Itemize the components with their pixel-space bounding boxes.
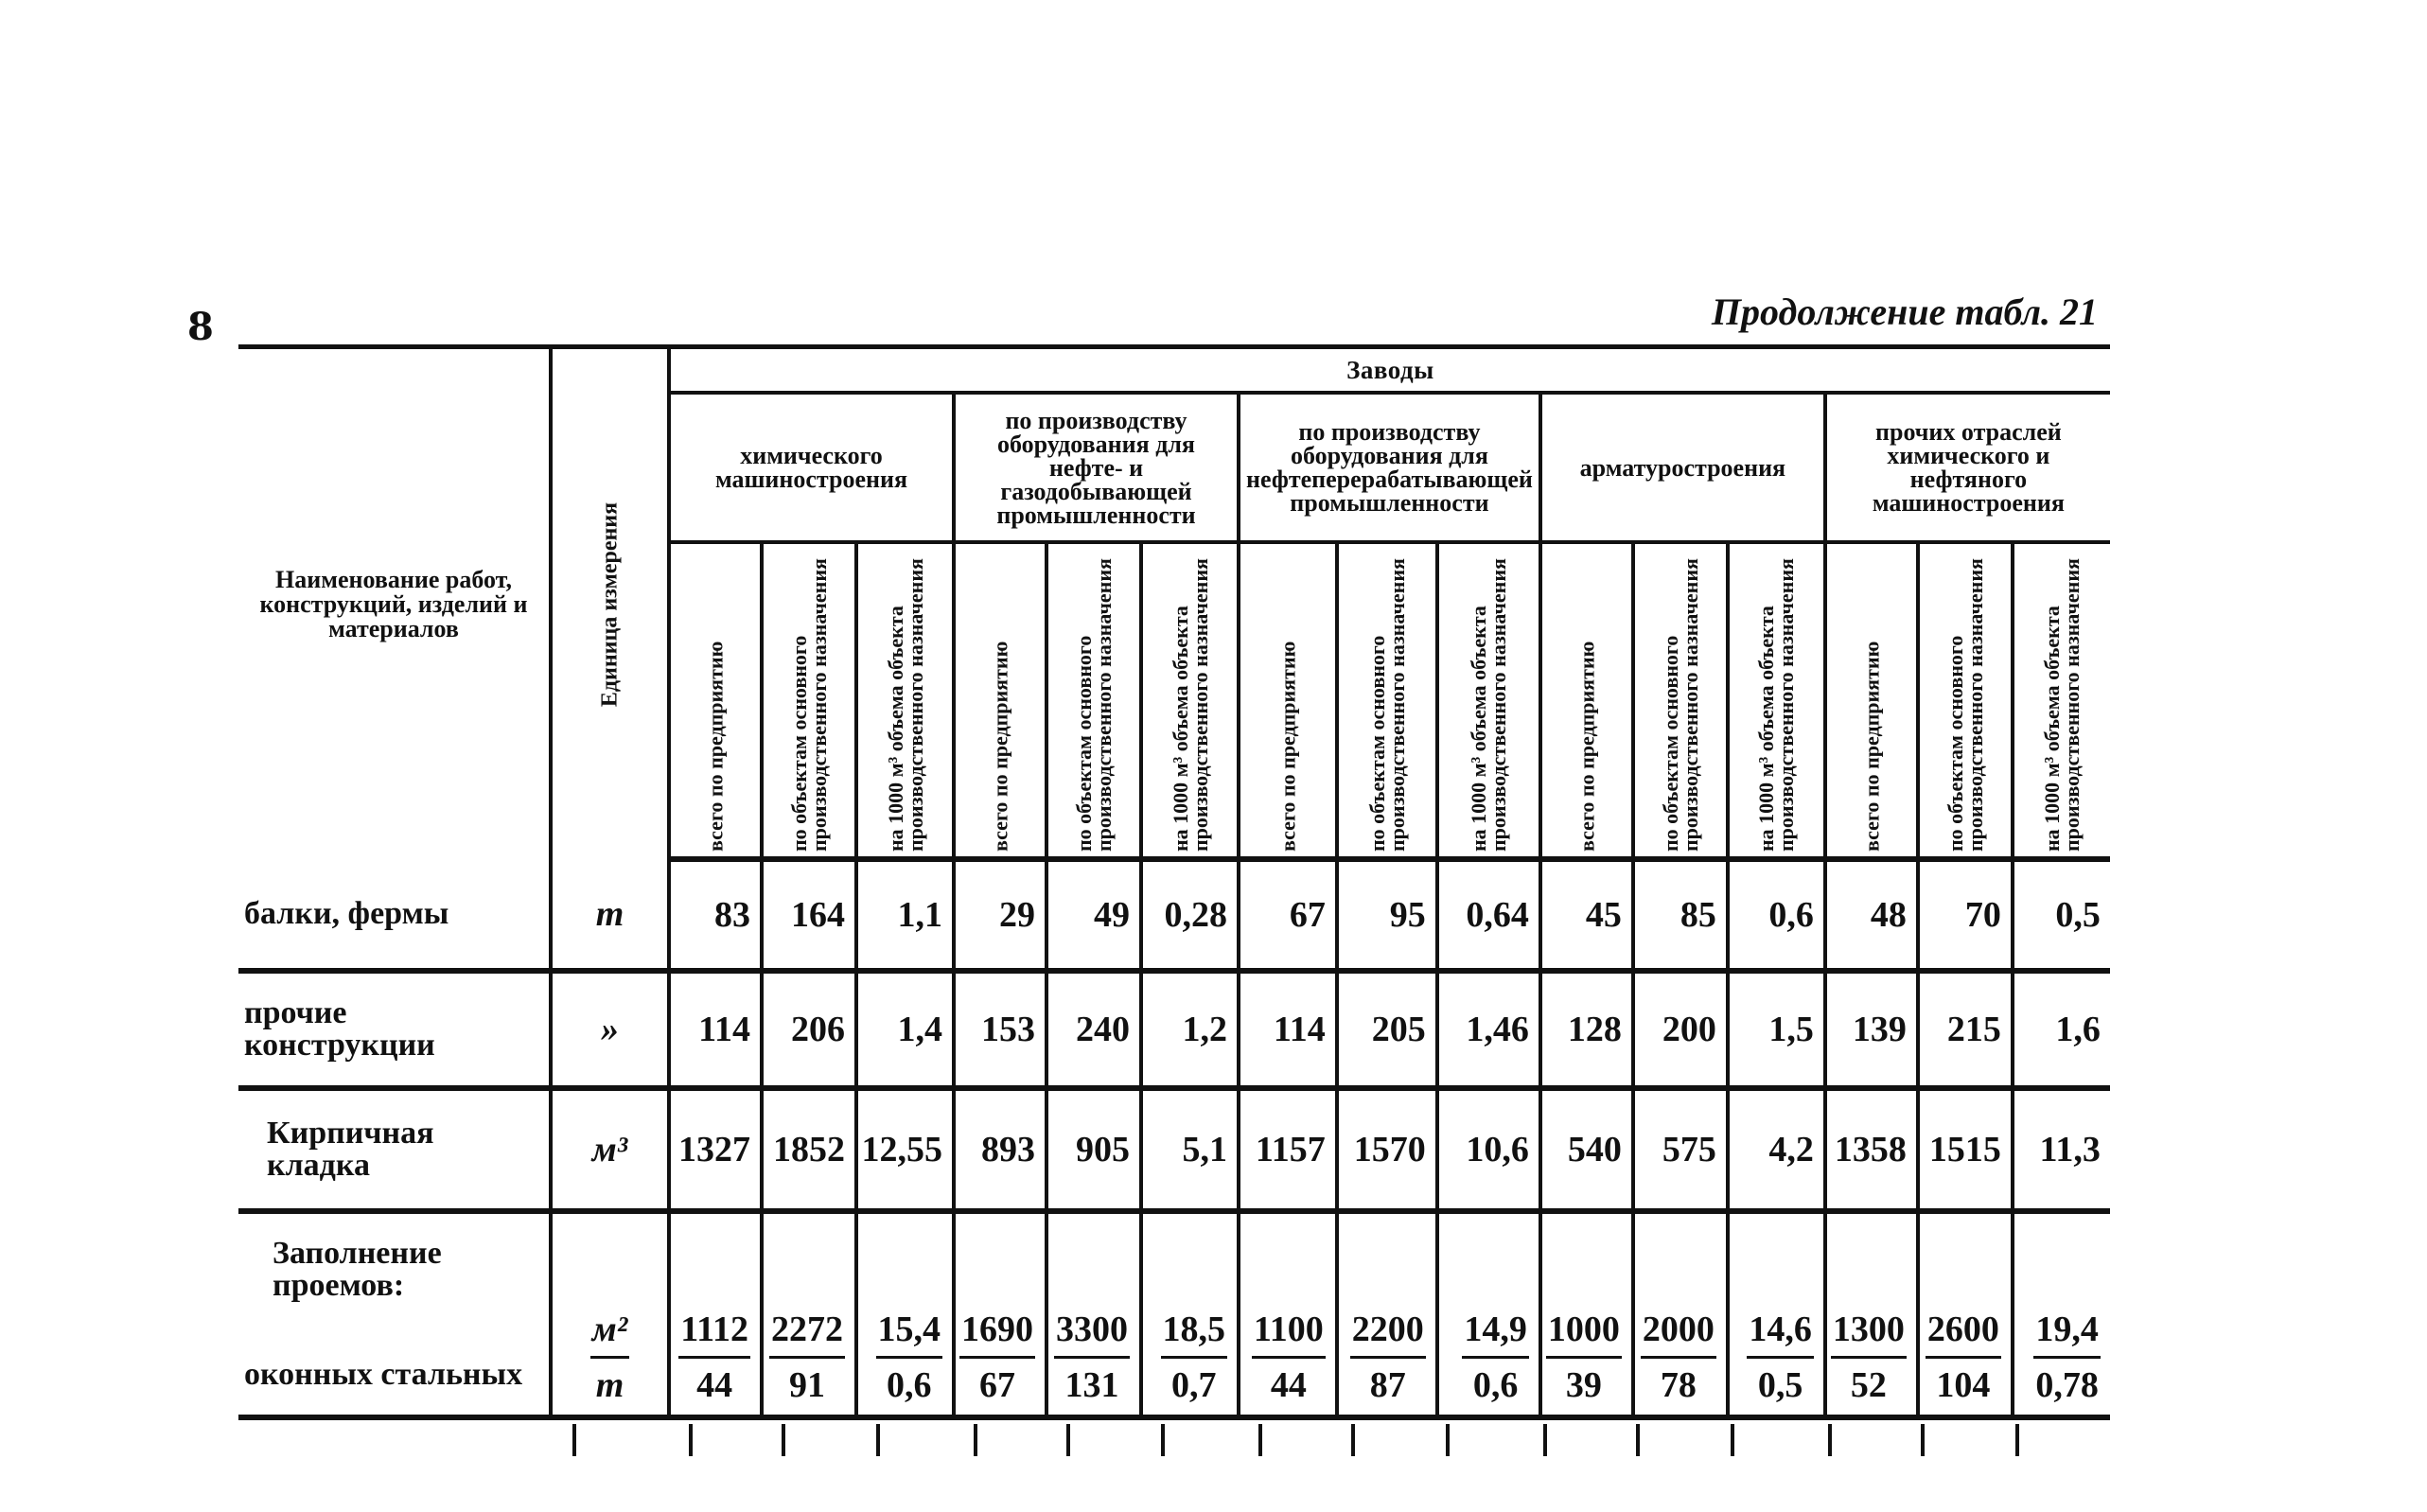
fraction xyxy=(1161,1223,1228,1406)
subheader-per-1000 xyxy=(1728,542,1825,859)
subheader-per-1000 xyxy=(1141,542,1239,859)
fraction xyxy=(678,1223,750,1406)
subheader-label: на 1000 м³ объема объекта производственного назначения xyxy=(1754,558,1799,852)
table-row xyxy=(238,971,2110,1088)
tick xyxy=(572,1424,576,1456)
subheader-label: всего по предприятию xyxy=(1275,641,1300,852)
fraction-num: 14,9 xyxy=(1462,1309,1529,1359)
fraction-num: 1690 xyxy=(959,1309,1035,1359)
cell: 893 xyxy=(954,1088,1046,1211)
fraction xyxy=(1546,1223,1622,1406)
cell: 905 xyxy=(1046,1088,1141,1211)
cell xyxy=(1239,1211,1337,1417)
cell: 95 xyxy=(1337,859,1437,971)
fraction-den: 0,5 xyxy=(1757,1364,1803,1405)
cell xyxy=(1825,1211,1918,1417)
cell: 1,4 xyxy=(856,971,954,1088)
cell: 1358 xyxy=(1825,1088,1918,1211)
header-group-valves: арматуростроения xyxy=(1540,393,1825,542)
row-name-line2: оконных стальных xyxy=(244,1357,523,1392)
cell: 139 xyxy=(1825,971,1918,1088)
cell: 215 xyxy=(1918,971,2013,1088)
cell: 1,1 xyxy=(856,859,954,971)
subheader-per-1000 xyxy=(2013,542,2110,859)
fraction xyxy=(1926,1223,2001,1406)
cell: 12,55 xyxy=(856,1088,954,1211)
cell xyxy=(1046,1211,1141,1417)
unit-fraction xyxy=(590,1223,629,1406)
cell: 205 xyxy=(1337,971,1437,1088)
fraction xyxy=(1350,1223,1426,1406)
cell xyxy=(1633,1211,1728,1417)
cell: 45 xyxy=(1540,859,1633,971)
cell: 128 xyxy=(1540,971,1633,1088)
fraction xyxy=(876,1223,943,1406)
fraction-num: 1100 xyxy=(1252,1309,1326,1359)
cell: 1,5 xyxy=(1728,971,1825,1088)
row-name xyxy=(238,1211,551,1417)
subheader-total xyxy=(669,542,762,859)
cell: 5,1 xyxy=(1141,1088,1239,1211)
cell xyxy=(1141,1211,1239,1417)
unit-num: м² xyxy=(590,1309,629,1359)
header-group-chemical: химического машиностроения xyxy=(669,393,954,542)
tick xyxy=(1731,1424,1734,1456)
tick xyxy=(1351,1424,1355,1456)
subheader-main-objects xyxy=(1337,542,1437,859)
table-row xyxy=(238,859,2110,971)
subheader-label: по объектам основного производственного назначения xyxy=(1364,558,1409,852)
fraction-num: 14,6 xyxy=(1747,1309,1814,1359)
cell xyxy=(954,1211,1046,1417)
subheader-total xyxy=(1239,542,1337,859)
cell: 10,6 xyxy=(1437,1088,1540,1211)
cell: 575 xyxy=(1633,1088,1728,1211)
cell: 240 xyxy=(1046,971,1141,1088)
subheader-label: по объектам основного производственного назначения xyxy=(787,558,831,852)
page-number: 8 xyxy=(187,305,214,349)
table-row xyxy=(238,1088,2110,1211)
fraction-den: 0,6 xyxy=(887,1364,932,1405)
cell xyxy=(1728,1211,1825,1417)
header-unit xyxy=(551,347,669,860)
data-table xyxy=(238,344,2110,1420)
subheader-per-1000 xyxy=(856,542,954,859)
cell: 206 xyxy=(762,971,856,1088)
cell xyxy=(856,1211,954,1417)
fraction xyxy=(1252,1223,1326,1406)
cell: 153 xyxy=(954,971,1046,1088)
tick xyxy=(689,1424,693,1456)
header-group-other: прочих отраслей химического и нефтяного машиностроения xyxy=(1825,393,2110,542)
cell xyxy=(2013,1211,2110,1417)
cell: 0,64 xyxy=(1437,859,1540,971)
fraction xyxy=(1054,1223,1130,1406)
subheader-total xyxy=(1540,542,1633,859)
cell: 1157 xyxy=(1239,1088,1337,1211)
subheader-label: на 1000 м³ объема объекта производственного назначения xyxy=(883,558,927,852)
fraction-num: 2600 xyxy=(1926,1309,2001,1359)
row-unit xyxy=(551,1211,669,1417)
subheader-label: всего по предприятию xyxy=(703,641,728,852)
row-name: прочие конструкции xyxy=(238,971,551,1088)
fraction-num: 1300 xyxy=(1831,1309,1907,1359)
tick xyxy=(782,1424,785,1456)
subheader-total xyxy=(954,542,1046,859)
cell: 11,3 xyxy=(2013,1088,2110,1211)
row-name: Кирпичная кладка xyxy=(238,1088,551,1211)
tick xyxy=(974,1424,977,1456)
cell: 1,6 xyxy=(2013,971,2110,1088)
cell: 4,2 xyxy=(1728,1088,1825,1211)
cell: 200 xyxy=(1633,971,1728,1088)
cell xyxy=(1540,1211,1633,1417)
cell: 1852 xyxy=(762,1088,856,1211)
cell: 49 xyxy=(1046,859,1141,971)
cell: 29 xyxy=(954,859,1046,971)
row-unit: м³ xyxy=(551,1088,669,1211)
fraction xyxy=(1747,1223,1814,1406)
subheader-label: на 1000 м³ объема объекта производственного назначения xyxy=(1168,558,1212,852)
row-name-line1: Заполнение проемов: xyxy=(273,1236,442,1303)
tick xyxy=(1161,1424,1165,1456)
cell: 164 xyxy=(762,859,856,971)
header-unit-label: Единица измерения xyxy=(597,501,622,707)
subheader-main-objects xyxy=(1633,542,1728,859)
cell: 1,46 xyxy=(1437,971,1540,1088)
fraction-den: 0,7 xyxy=(1171,1364,1217,1405)
fraction xyxy=(769,1223,845,1406)
subheader-label: всего по предприятию xyxy=(988,641,1012,852)
fraction-den: 0,78 xyxy=(2035,1364,2099,1405)
fraction-den: 87 xyxy=(1369,1364,1406,1405)
header-group-refining: по производству оборудования для нефтеперерабатывающей промышленности xyxy=(1239,393,1540,542)
subheader-label: на 1000 м³ объема объекта производственного назначения xyxy=(2040,558,2084,852)
cell: 1570 xyxy=(1337,1088,1437,1211)
tick xyxy=(1828,1424,1832,1456)
tick xyxy=(1543,1424,1547,1456)
fraction-den: 131 xyxy=(1064,1364,1119,1405)
subheader-label: по объектам основного производственного назначения xyxy=(1658,558,1702,852)
fraction-den: 78 xyxy=(1660,1364,1697,1405)
table-row xyxy=(238,1211,2110,1417)
subheader-label: всего по предприятию xyxy=(1574,641,1599,852)
tick xyxy=(876,1424,880,1456)
cell: 83 xyxy=(669,859,762,971)
cell: 1,2 xyxy=(1141,971,1239,1088)
fraction-den: 44 xyxy=(1270,1364,1307,1405)
cell xyxy=(1437,1211,1540,1417)
fraction-num: 2200 xyxy=(1350,1309,1426,1359)
cell: 1515 xyxy=(1918,1088,2013,1211)
row-unit: т xyxy=(551,859,669,971)
cell: 540 xyxy=(1540,1088,1633,1211)
fraction-den: 104 xyxy=(1936,1364,1991,1405)
subheader-label: всего по предприятию xyxy=(1859,641,1884,852)
cell: 85 xyxy=(1633,859,1728,971)
row-name: балки, фермы xyxy=(238,859,551,971)
subheader-main-objects xyxy=(762,542,856,859)
cell xyxy=(762,1211,856,1417)
fraction-num: 18,5 xyxy=(1161,1309,1228,1359)
fraction-den: 91 xyxy=(789,1364,825,1405)
fraction xyxy=(2033,1223,2101,1406)
fraction-num: 1112 xyxy=(678,1309,750,1359)
cell: 114 xyxy=(1239,971,1337,1088)
fraction-den: 52 xyxy=(1850,1364,1887,1405)
fraction xyxy=(1462,1223,1529,1406)
subheader-label: по объектам основного производственного назначения xyxy=(1943,558,1987,852)
fraction-num: 3300 xyxy=(1054,1309,1130,1359)
subheader-main-objects xyxy=(1918,542,2013,859)
fraction xyxy=(1641,1223,1716,1406)
tick xyxy=(1921,1424,1925,1456)
row-unit: » xyxy=(551,971,669,1088)
fraction xyxy=(959,1223,1035,1406)
fraction-den: 44 xyxy=(696,1364,733,1405)
tick xyxy=(1066,1424,1070,1456)
unit-den: т xyxy=(595,1364,624,1405)
tick xyxy=(1446,1424,1450,1456)
fraction xyxy=(1831,1223,1907,1406)
header-plants: Заводы xyxy=(669,347,2110,394)
cell xyxy=(1918,1211,2013,1417)
subheader-per-1000 xyxy=(1437,542,1540,859)
cell: 114 xyxy=(669,971,762,1088)
cell xyxy=(1337,1211,1437,1417)
header-name: Наименование работ, конструкций, изделий и материалов xyxy=(238,347,551,860)
tick xyxy=(1636,1424,1640,1456)
cell: 70 xyxy=(1918,859,2013,971)
cell: 1327 xyxy=(669,1088,762,1211)
subheader-total xyxy=(1825,542,1918,859)
fraction-den: 0,6 xyxy=(1472,1364,1519,1405)
fraction-num: 15,4 xyxy=(876,1309,943,1359)
cell: 0,5 xyxy=(2013,859,2110,971)
fraction-num: 19,4 xyxy=(2033,1309,2101,1359)
cell: 0,6 xyxy=(1728,859,1825,971)
tick xyxy=(2015,1424,2019,1456)
fraction-num: 2272 xyxy=(769,1309,845,1359)
fraction-num: 1000 xyxy=(1546,1309,1622,1359)
cell: 67 xyxy=(1239,859,1337,971)
subheader-main-objects xyxy=(1046,542,1141,859)
fraction-num: 2000 xyxy=(1641,1309,1716,1359)
header-group-oil-gas: по производству оборудования для нефте- и газодобывающей промышленности xyxy=(954,393,1239,542)
tick xyxy=(1258,1424,1262,1456)
cell: 48 xyxy=(1825,859,1918,971)
cell xyxy=(669,1211,762,1417)
cell: 0,28 xyxy=(1141,859,1239,971)
subheader-label: по объектам основного производственного назначения xyxy=(1072,558,1116,852)
fraction-den: 67 xyxy=(979,1364,1015,1405)
table-caption: Продолжение табл. 21 xyxy=(1711,290,2098,333)
subheader-label: на 1000 м³ объема объекта производственного назначения xyxy=(1467,558,1511,852)
fraction-den: 39 xyxy=(1565,1364,1602,1405)
